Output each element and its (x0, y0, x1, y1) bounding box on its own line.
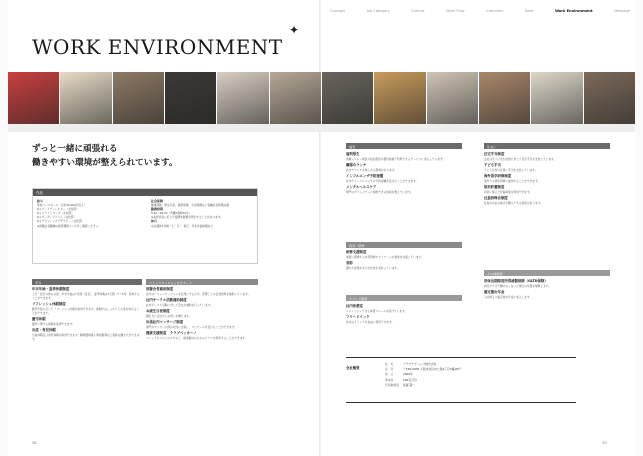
section-header-welfare: 福利 (346, 143, 462, 149)
panel-line: 草加ベースボール（月給30,000円以上） (37, 203, 87, 208)
panel-body (33, 196, 257, 228)
item-title: 表彰 (346, 261, 353, 265)
panel-left-label: 給与 (37, 199, 44, 203)
office-photo (165, 72, 216, 124)
section-header-allowance: 手当 (32, 279, 142, 285)
company-row-value: 〒530-0005 大阪市北区中之島2丁目3番18号 (403, 367, 461, 372)
panel-sublabel: 休日 (151, 219, 158, 224)
work-info-panel (32, 188, 258, 264)
company-row-value: 2006年 (403, 372, 413, 377)
item-title: 研修支援制度 (346, 250, 367, 254)
section-header-housing: 住まい (484, 143, 610, 149)
company-profile-rows (385, 362, 461, 388)
item-title: 社員持株会制度 (484, 196, 508, 200)
item-title: インフルエンザ予防接種 (346, 174, 384, 178)
page-number-left: 28 (32, 441, 37, 445)
item-body: 社内でインフルエンザの予防接種を受けることができます。 (346, 179, 419, 183)
office-photo (584, 72, 635, 124)
panel-line: 9:30〜18:30（実働7時間30分） (151, 211, 192, 216)
office-photo (8, 72, 59, 124)
item-title: 部署会食補助制度 (146, 287, 174, 291)
item-body: 入社時より確定拠出年金に加入します。 (484, 295, 533, 299)
item-body: 誕生月に会社からお祝いを贈ります。 (146, 314, 192, 318)
company-row-key: 社 名 (385, 362, 394, 366)
section-header-training: 教育／研修 (346, 242, 462, 248)
photo-strip (8, 72, 635, 124)
company-row-key: 資本金 (385, 377, 394, 382)
section-header-other: その他制度 (484, 270, 610, 276)
item-body: 出産休暇及び育児休暇を取得できます。職場復帰後も時短勤務など柔軟な働き方ができます。 (32, 333, 140, 341)
panel-line: 健康保険、厚生年金、雇用保険、労災保険など各種社会保険完備 (151, 203, 229, 208)
nav-item-job-category[interactable]: Job Category (366, 9, 390, 13)
office-photo (270, 72, 321, 124)
panel-left-column (37, 199, 141, 228)
company-row-value: プラチナゲームズ株式会社 (403, 362, 437, 366)
panel-line: [1] クラフトワーク（文化部） (37, 211, 74, 216)
right-section-b (346, 250, 462, 270)
nav-item-message[interactable]: Message (614, 9, 630, 13)
item-title: 出産・育児休暇 (32, 328, 56, 332)
item-title: 職場のランチ (346, 163, 367, 167)
office-photo (427, 72, 478, 124)
nav-item-work-environment[interactable]: Work Environment (554, 9, 593, 13)
item-body: 子どもを持つ社員に手当を支給しています。 (484, 168, 538, 172)
office-photo (479, 72, 530, 124)
item-body: 専門のマッサージ師が社内に出張し、マッサージを受けることができます。 (146, 325, 237, 329)
item-title: メンタルヘルスケア (346, 185, 377, 189)
item-title: 福利厚生 (346, 152, 360, 156)
panel-right-label: 社会保険 (151, 199, 164, 203)
item-body: 慶弔に関する休暇を取得できます。 (32, 322, 75, 326)
headline-line-2: 働きやすい環境が整えられています。 (32, 157, 178, 168)
item-title: 健康支援制度 クラブベッカーノ (146, 331, 197, 335)
item-body: フィットネスジムやヨガなど、健康維持のためのクラブを利用することができます。 (146, 336, 248, 340)
sparkle-icon: ✦ (289, 23, 300, 37)
company-row-value: 佐藤 賢一 (403, 382, 416, 387)
company-row-key: 住 所 (385, 367, 394, 372)
company-row-value: 100百万円 (403, 377, 417, 382)
office-photo (217, 72, 268, 124)
company-profile (346, 357, 576, 403)
panel-header: 作品 (33, 189, 257, 196)
item-body: 社内でランチを楽しめる環境があります。 (346, 168, 397, 172)
item-title: 子ども手当 (484, 163, 501, 167)
item-title: お誕生日祝制度 (146, 309, 170, 313)
company-row-key: 設 立 (385, 372, 394, 377)
right-section-c (346, 304, 462, 324)
item-title: 財形貯蓄制度 (484, 185, 505, 189)
item-title: 確定拠出年金 (484, 290, 505, 294)
headline (32, 143, 177, 170)
panel-line: [1] アートディレクター（文化部） (37, 207, 79, 212)
item-body: 病気やケガで働けなくなった場合の所得を補償します。 (484, 284, 551, 288)
left-section-a (32, 287, 140, 341)
item-title: 海外語学研修制度 (484, 174, 512, 178)
item-title: 社内サークル活動補助制度 (146, 298, 187, 302)
page-number-right: 29 (602, 441, 607, 445)
item-body: 業務に関連する外部研修やセミナーへの参加を支援しています。 (346, 255, 424, 259)
right-section-e (484, 279, 610, 299)
item-body: 専門のカウンセラーに相談できる体制を整えています。 (346, 190, 413, 194)
section-header-communication: コミュニケーションをサポート (146, 279, 258, 285)
item-title: 年末年始・夏季休暇制度 (32, 287, 70, 291)
item-title: 団体長期障害所得補償保険（GLTD保険） (484, 279, 548, 283)
section-header-office: オフィス環境 (346, 295, 462, 301)
grey-band (8, 124, 635, 132)
item-title: フリードリンク (346, 315, 370, 319)
office-photo (60, 72, 111, 124)
office-photo (322, 72, 373, 124)
panel-sublabel: 勤務時間 (151, 207, 164, 212)
office-photo (374, 72, 425, 124)
office-photo (113, 72, 164, 124)
item-body: 優れた成果をあげた社員を表彰しています。 (346, 266, 400, 270)
left-section-b (146, 287, 258, 340)
right-section-a (346, 152, 462, 194)
item-body: 会社の近くに住む社員に対して住宅手当を支給しています。 (484, 157, 557, 161)
nav-item-data[interactable]: Data (524, 9, 534, 13)
nav-item-culture[interactable]: Culture (411, 9, 425, 13)
panel-line: [1] グーディアイリン（文化部） (37, 215, 77, 220)
nav-item-work-flow[interactable]: Work Flow (446, 9, 465, 13)
item-title: 社内休憩室 (346, 304, 363, 308)
panel-right-column (151, 199, 255, 228)
item-body: 社員が自社の株式を購入できる制度があります。 (484, 201, 543, 205)
item-body: リフレッシュできる休憩スペースを設けています。 (346, 309, 408, 313)
item-title: 慶弔休暇 (32, 317, 46, 321)
company-row (385, 383, 461, 388)
item-body: 社内のコミュニケーションを活発にするため、部署ごとの会食費用を補助しています。 (146, 292, 251, 296)
item-body: 土日・祝日の休みの他、年末年始は7日間（目安）、夏季休暇は3日間（7〜9月）取得することができます。 (32, 292, 140, 300)
panel-line: ※詳細は各職種の採用情報ページをご確認ください。 (37, 223, 102, 228)
panel-line: 完全週休2日制（土・日）、祝日、年末年始休暇など (151, 223, 214, 228)
right-section-d (484, 152, 610, 205)
nav-item-interview[interactable]: Interview (486, 9, 503, 13)
item-body: 勤続年数に応じてリフレッシュ休暇を取得できます。休暇中はしっかりと心身を休めることができます。 (32, 307, 140, 315)
item-title: リフレッシュ休暇制度 (32, 302, 66, 306)
item-title: 出張社内マッサージ制度 (146, 320, 184, 324)
company-row-key: 代表取締役 (385, 382, 399, 387)
nav-item-concept[interactable]: Concept (330, 9, 345, 13)
top-navigation (330, 9, 630, 13)
item-body: 海外での語学研修に参加することができます。 (484, 179, 541, 183)
page-title: WORK ENVIRONMENT (32, 35, 283, 59)
item-body: 将来に備えた貯蓄制度を利用できます。 (484, 190, 533, 194)
headline-line-1: ずっと一緒に頑張れる (32, 144, 118, 154)
panel-line: ※案件状況に応じて時間外勤務が発生することがあります。 (151, 215, 223, 220)
item-body: 各種レジャー施設や宿泊施設を優待価格で利用できるサービスに加入しています。 (346, 157, 446, 161)
company-profile-title: 会社概要 (346, 366, 360, 370)
office-photo (531, 72, 582, 124)
panel-line: [1] グラフィックデザイナー（文化部） (37, 219, 85, 224)
item-title: 住宅手当制度 (484, 152, 505, 156)
item-body: 社内サークル活動に対して会社が補助を行っています。 (146, 303, 213, 307)
item-body: 社内のドリンクを自由に利用できます。 (346, 320, 395, 324)
